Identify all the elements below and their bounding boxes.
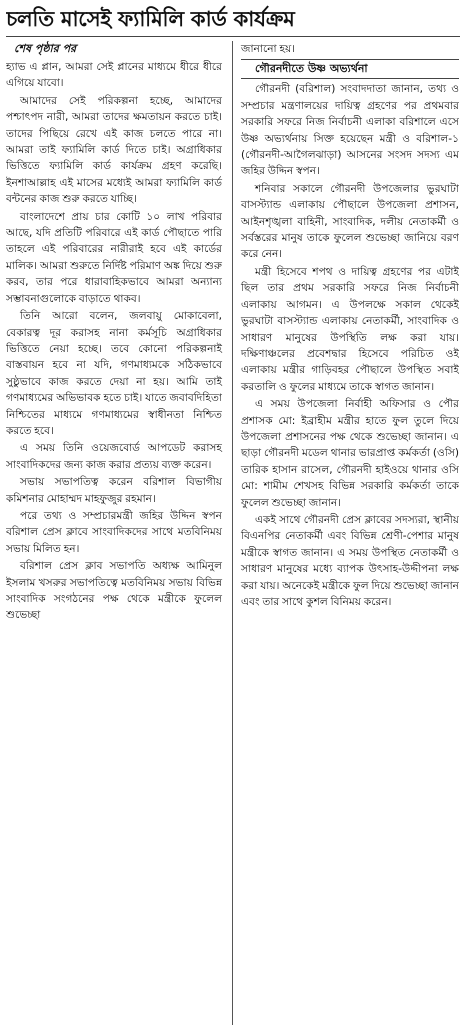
paragraph: বরিশাল প্রেস ক্লাব সভাপতি অধ্যক্ষ আমিনুল ইসলাম খসরুর সভাপতিত্বে মতবিনিময় সভায় বিভিন্ন সাংবাদিক সংগঠনের পক্ষ থেকে মন্ত্রীকে ফুলেল শুভেচ্ছা <box>6 560 222 622</box>
column-divider <box>232 41 233 1025</box>
subheading: গৌরনদীতে উষ্ণ অভ্যর্থনা <box>241 59 459 79</box>
paragraph: এ সময় তিনি ওয়েজবোর্ড আপডেট করাসহ সাংবাদিকদের জন্য কাজ করার প্রত্যয় ব্যক্ত করেন। <box>6 442 222 471</box>
article-columns <box>6 41 460 1025</box>
paragraph: একই সাথে গৌরনদী প্রেস ক্লাবের সদস্যরা, স্থানীয় বিএনপির নেতাকর্মী এবং বিভিন্ন শ্রেণী-পেশার মানুষ মন্ত্রীকে স্বাগত জানান। এ সময় উপস্থিত নেতাকর্মী ও সাধারণ মানুষের মধ্যে ব্যাপক উৎসাহ-উদ্দীপনা লক্ষ করা যায়। অনেকেই মন্ত্রীকে ফুল দিয়ে শুভেচ্ছা জানান এবং তার সাথে কুশল বিনিময় করেন। <box>241 513 459 608</box>
headline: চলতি মাসেই ফ্যামিলি কার্ড কার্যক্রম <box>6 4 460 37</box>
continued-label: শেষ পৃষ্ঠার পর <box>14 42 77 55</box>
paragraph: শনিবার সকালে গৌরনদী উপজেলার ভুরঘাটা বাসস্ট্যান্ড এলাকায় পৌছালে উপজেলা প্রশাসন, আইনশৃঙ্খলা বাহিনী, সাংবাদিক, দলীয় নেতাকর্মী ও সর্বস্তরের মানুষ তাকে ফুলেল শুভেচ্ছা জানিয়ে বরণ করে নেন। <box>241 182 459 261</box>
paragraph: জানানো হয়। <box>241 43 296 55</box>
paragraph: সভায় সভাপতিত্ব করেন বরিশাল বিভাগীয় কমিশনার মোহাম্মদ মাহফুজুর রহমান। <box>6 476 222 505</box>
paragraph: বাংলাদেশে প্রায় চার কোটি ১০ লাখ পরিবার আছে, যদি প্রতিটি পরিবারে এই কার্ড পৌছাতে পারি তাহলে এই পরিবারের নারীরাই হবে এই কার্ডের মালিক। আমরা শুরুতে নির্দিষ্ট পরিমাণ অঙ্ক দিয়ে শুরু করব, তার পরে ধারাবাহিকভাবে আমরা অন্যান্য সম্ভাবনাগুলোকে বাড়াতে থাকব। <box>6 210 222 305</box>
paragraph: পরে তথ্য ও সম্প্রচারমন্ত্রী জহির উদ্দিন স্বপন বরিশাল প্রেস ক্লাবে সাংবাদিকদের সাথে মতবিনিময় সভায় মিলিত হন। <box>6 509 222 555</box>
paragraph: এ সময় উপজেলা নির্বাহী অফিসার ও পৌর প্রশাসক মো: ইব্রাহীম মন্ত্রীর হাতে ফুল তুলে দিয়ে উপজেলা প্রশাসনের পক্ষ থেকে শুভেচ্ছা জানান। এ ছাড়া গৌরনদী মডেল থানার ভারপ্রাপ্ত কর্মকর্তা (ওসি) তারিক হাসান রাসেল, গৌরনদী হাইওয়ে থানার ওসি মো: শামীম শেখসহ বিভিন্ন সরকারি কর্মকর্তা তাকে ফুলেল শুভেচ্ছা জানান। <box>241 398 459 509</box>
left-column <box>6 41 228 1025</box>
right-column <box>237 41 459 1025</box>
paragraph: তিনি আরো বলেন, জলবায়ু মোকাবেলা, বেকারত্ব দূর করাসহ নানা কর্মসূচি অগ্রাধিকার ভিত্তিতে নেয়া হচ্ছে। তবে কোনো পরিকল্পনাই বাস্তবায়ন হবে না যদি, গণমাধ্যমকে সঠিকভাবে সুষ্ঠুভাবে কাজ করতে দেয়া না হয়। আমি তাই গণমাধ্যমের অভিভাবক হতে চাই। যাতে জবাবদিহিতা নিশ্চিতের মাধ্যমে গণমাধ্যমের স্বাধীনতা নিশ্চিত করতে হবে। <box>6 310 222 437</box>
paragraph: আমাদের সেই পরিকল্পনা হচ্ছে, আমাদের পশ্চাৎপদ নারী, আমরা তাদের ক্ষমতায়ন করতে চাই। তাদের পিছিয়ে রেখে এই কাজ চলতে পারে না। আমরা তাই ফ্যামিলি কার্ড দিতে চাই। অগ্রাধিকার ভিত্তিতে ফ্যামিলি কার্ড কার্যক্রম গ্রহণ করেছি। ইনশাআল্লাহ এই মাসের মধ্যেই আমরা ফ্যামিলি কার্ড বন্টনের কাজ শুরু করতে যাচ্ছি। <box>6 94 222 206</box>
paragraph: মন্ত্রী হিসেবে শপথ ও দায়িত্ব গ্রহণের পর এটাই ছিল তার প্রথম সরকারি সফরে নিজ নির্বাচনী এলাকায় আগমন। এ উপলক্ষে সকাল থেকেই ভুরঘাটা বাসস্ট্যান্ড এলাকায় নেতাকর্মী, সাংবাদিক ও সাধারণ মানুষের উপস্থিতি লক্ষ করা যায়। দক্ষিণাঞ্চলের প্রবেশদ্বার হিসেবে পরিচিত ওই এলাকায় মন্ত্রীর গাড়িবহর পৌছালে উপস্থিত সবাই করতালি ও ফুলের মাধ্যমে তাকে স্বাগত জানান। <box>241 265 459 393</box>
paragraph: গৌরনদী (বরিশাল) সংবাদদাতা জানান, তথ্য ও সম্প্রচার মন্ত্রণালয়ের দায়িত্ব গ্রহণের পর প্রথমবার সরকারি সফরে নিজ নির্বাচনী এলাকা বরিশালে এসে উষ্ণ অভ্যর্থনায় সিক্ত হয়েছেন মন্ত্রী ও বরিশাল-১ (গৌরনদী-আগৈলঝাড়া) আসনের সংসদ সদস্য এম জহির উদ্দিন স্বপন। <box>241 83 459 178</box>
paragraph: হ্যাভ এ প্লান, আমরা সেই প্লানের মাধ্যমে ধীরে ধীরে এগিয়ে যাবো। <box>6 61 222 90</box>
